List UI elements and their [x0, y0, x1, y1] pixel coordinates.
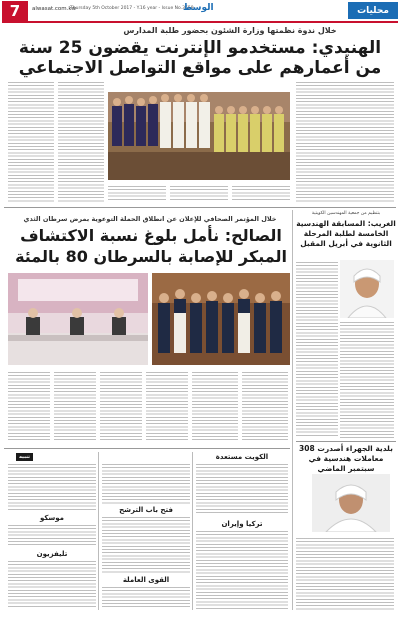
story2-headline: الصالح: نأمل بلوغ نسبة الاكتشاف المبكر للإصابة بالسرطان 80 بالمئة — [15, 226, 287, 266]
right-column-divider — [292, 210, 293, 610]
brief-col1-text-c — [8, 561, 96, 609]
brief-col2-text-b — [102, 517, 190, 573]
lead-headline: الهنيدي: مستخدمو الإنترنت يقضون 25 سنة من أعمارهم على مواقع التواصل الاجتماعي — [18, 38, 382, 78]
official-portrait-2 — [312, 474, 390, 532]
briefs-tag: تنبيه — [16, 453, 33, 461]
lead-column-left-b — [58, 82, 104, 202]
brief-general-force: القوى العاملة — [122, 576, 170, 584]
story2-column-d — [146, 372, 188, 442]
right-column-text-c — [296, 538, 394, 610]
lead-kicker: خلال ندوة نظمتها وزارة الشئون بحضور طلبة المدارس — [123, 26, 337, 35]
right-column-text-a — [296, 262, 338, 438]
brief-open-door: فتح باب الترشح — [119, 506, 173, 514]
right-headline-2: بلدية الجهراء أصدرت 308 معاملات هندسية في سبتمبر الماضي — [299, 444, 393, 473]
official-portrait — [340, 260, 394, 318]
lead-column-right — [296, 82, 394, 202]
right-mid-divider — [296, 441, 396, 442]
newspaper-logo: الوسط — [183, 3, 214, 13]
section-tab: محليات — [348, 2, 398, 19]
story2-column-a — [8, 372, 50, 442]
brief-moscow: موسكو — [39, 514, 65, 522]
dateline: Thursday 5th October 2017 - Y.16 year - Issue No.3659 — [70, 6, 194, 11]
brief-divider-1 — [98, 452, 99, 610]
right-kicker: بتنظيم من جمعية المهندسين الكويتية — [311, 211, 381, 216]
brief-kuwait: الكويت مستعدة — [215, 453, 269, 461]
lead-photo — [108, 92, 290, 180]
story2-column-e — [192, 372, 238, 442]
bottom-divider — [4, 448, 290, 449]
attendees-photo — [152, 273, 290, 365]
story2-column-c — [100, 372, 142, 442]
right-headline: الغريب: المسابقة الهندسية الخامسة لطلبة المرحلة الثانوية في أبريل المقبل — [296, 219, 396, 248]
brief-telephones: تليفزيون — [36, 550, 68, 558]
story2-column-b — [54, 372, 96, 442]
brief-turkey-text — [196, 531, 288, 609]
brief-divider-2 — [192, 452, 193, 610]
brief-col1-text-a — [8, 464, 96, 512]
site-url: alwasat.com.kw — [32, 6, 77, 12]
page-number: 7 — [2, 1, 28, 21]
brief-turkey: تركيا وإيران — [221, 520, 263, 528]
lead-column-under-photo-a — [108, 186, 166, 202]
brief-col2-text-c — [102, 587, 190, 609]
right-column-text-b — [340, 322, 394, 438]
lead-column-under-photo-c — [232, 186, 290, 202]
lead-divider — [4, 207, 396, 208]
press-conference-photo — [8, 273, 148, 365]
story2-kicker: خلال المؤتمر الصحافي للإعلان عن انطلاق الحملة التوعوية بمرض سرطان الثدي — [23, 215, 277, 223]
brief-col2-text-a — [102, 464, 190, 504]
lead-column-left-a — [8, 82, 54, 202]
story2-column-f — [242, 372, 288, 442]
brief-col1-text-b — [8, 525, 96, 547]
header-rule — [2, 21, 398, 23]
brief-kuwait-text — [196, 464, 288, 514]
lead-column-under-photo-b — [170, 186, 228, 202]
